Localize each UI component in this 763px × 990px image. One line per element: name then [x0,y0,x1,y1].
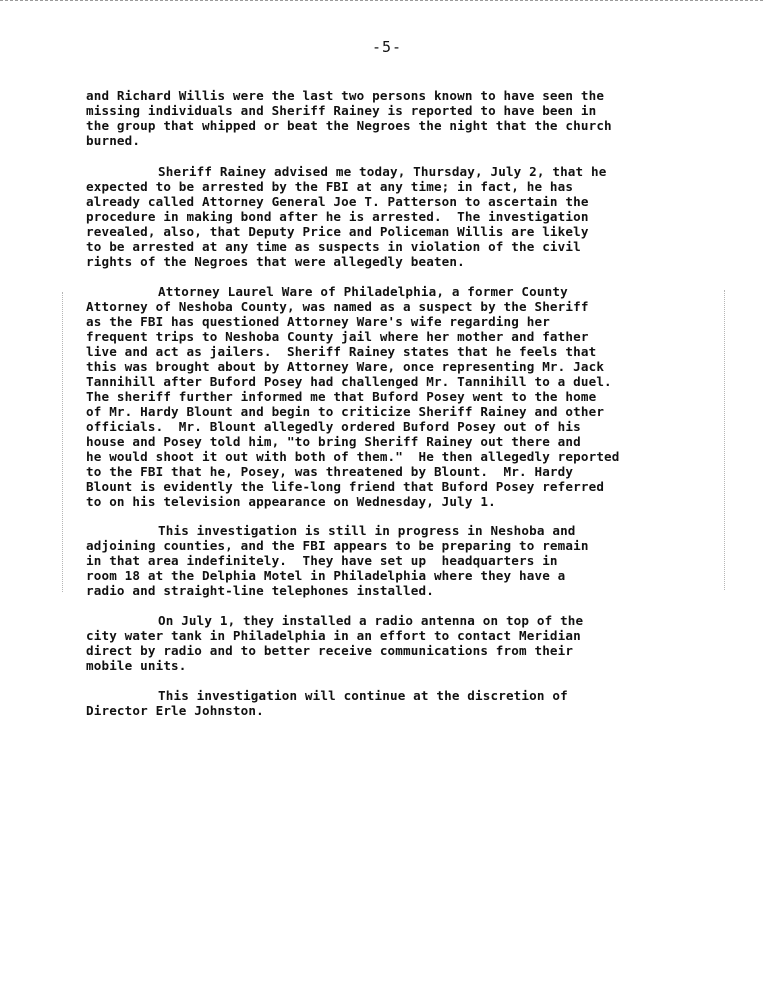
text-line: Tannihill after Buford Posey had challenged Mr. Tannihill to a duel. [86,374,612,389]
text-line: frequent trips to Neshoba County jail where her mother and father [86,329,589,344]
text-line: Attorney of Neshoba County, was named as a suspect by the Sheriff [86,299,589,314]
paragraph-5 [86,613,716,673]
text-line: to be arrested at any time as suspects in violation of the civil [86,239,581,254]
text-line: this was brought about by Attorney Ware, once representing Mr. Jack [86,359,605,374]
text-line: This investigation will continue at the discretion of [158,688,568,703]
text-line: Attorney Laurel Ware of Philadelphia, a former County [158,284,568,299]
text-line: of Mr. Hardy Blount and begin to criticize Sheriff Rainey and other [86,404,605,419]
text-line: burned. [86,133,141,148]
text-line: officials. Mr. Blount allegedly ordered Buford Posey out of his [86,419,581,434]
text-line: Sheriff Rainey advised me today, Thursday, July 2, that he [158,164,607,179]
text-line: city water tank in Philadelphia in an effort to contact Meridian [86,628,581,643]
text-line: On July 1, they installed a radio antenna on top of the [158,613,584,628]
text-line: procedure in making bond after he is arrested. The investigation [86,209,589,224]
page-top-edge [0,0,763,3]
text-line: live and act as jailers. Sheriff Rainey states that he feels that [86,344,597,359]
text-line: as the FBI has questioned Attorney Ware's wife regarding her [86,314,550,329]
text-line: and Richard Willis were the last two persons known to have seen the [86,88,605,103]
text-line: already called Attorney General Joe T. Patterson to ascertain the [86,194,589,209]
text-line: Director Erle Johnston. [86,703,264,718]
text-line: Blount is evidently the life-long friend that Buford Posey referred [86,479,605,494]
paragraph-1 [86,88,716,148]
text-line: he would shoot it out with both of them." He then allegedly reported [86,449,620,464]
text-line: radio and straight-line telephones installed. [86,583,434,598]
page-number: -5- [372,38,403,56]
paragraph-3 [86,284,716,509]
text-line: room 18 at the Delphia Motel in Philadelphia where they have a [86,568,566,583]
right-margin-bracket [724,290,725,590]
text-line: missing individuals and Sheriff Rainey is reported to have been in [86,103,597,118]
text-line: to on his television appearance on Wednesday, July 1. [86,494,496,509]
text-line: revealed, also, that Deputy Price and Policeman Willis are likely [86,224,589,239]
left-margin-bracket [62,292,63,592]
text-line: in that area indefinitely. They have set up headquarters in [86,553,558,568]
text-line: house and Posey told him, "to bring Sheriff Rainey out there and [86,434,581,449]
paragraph-4 [86,523,716,598]
text-line: This investigation is still in progress in Neshoba and [158,523,576,538]
text-line: to the FBI that he, Posey, was threatened by Blount. Mr. Hardy [86,464,574,479]
text-line: the group that whipped or beat the Negroes the night that the church [86,118,612,133]
paragraph-2 [86,164,716,269]
paragraph-6 [86,688,716,718]
text-line: rights of the Negroes that were allegedly beaten. [86,254,465,269]
text-line: The sheriff further informed me that Buford Posey went to the home [86,389,597,404]
text-line: adjoining counties, and the FBI appears to be preparing to remain [86,538,589,553]
text-line: expected to be arrested by the FBI at any time; in fact, he has [86,179,574,194]
text-line: mobile units. [86,658,187,673]
text-line: direct by radio and to better receive communications from their [86,643,574,658]
